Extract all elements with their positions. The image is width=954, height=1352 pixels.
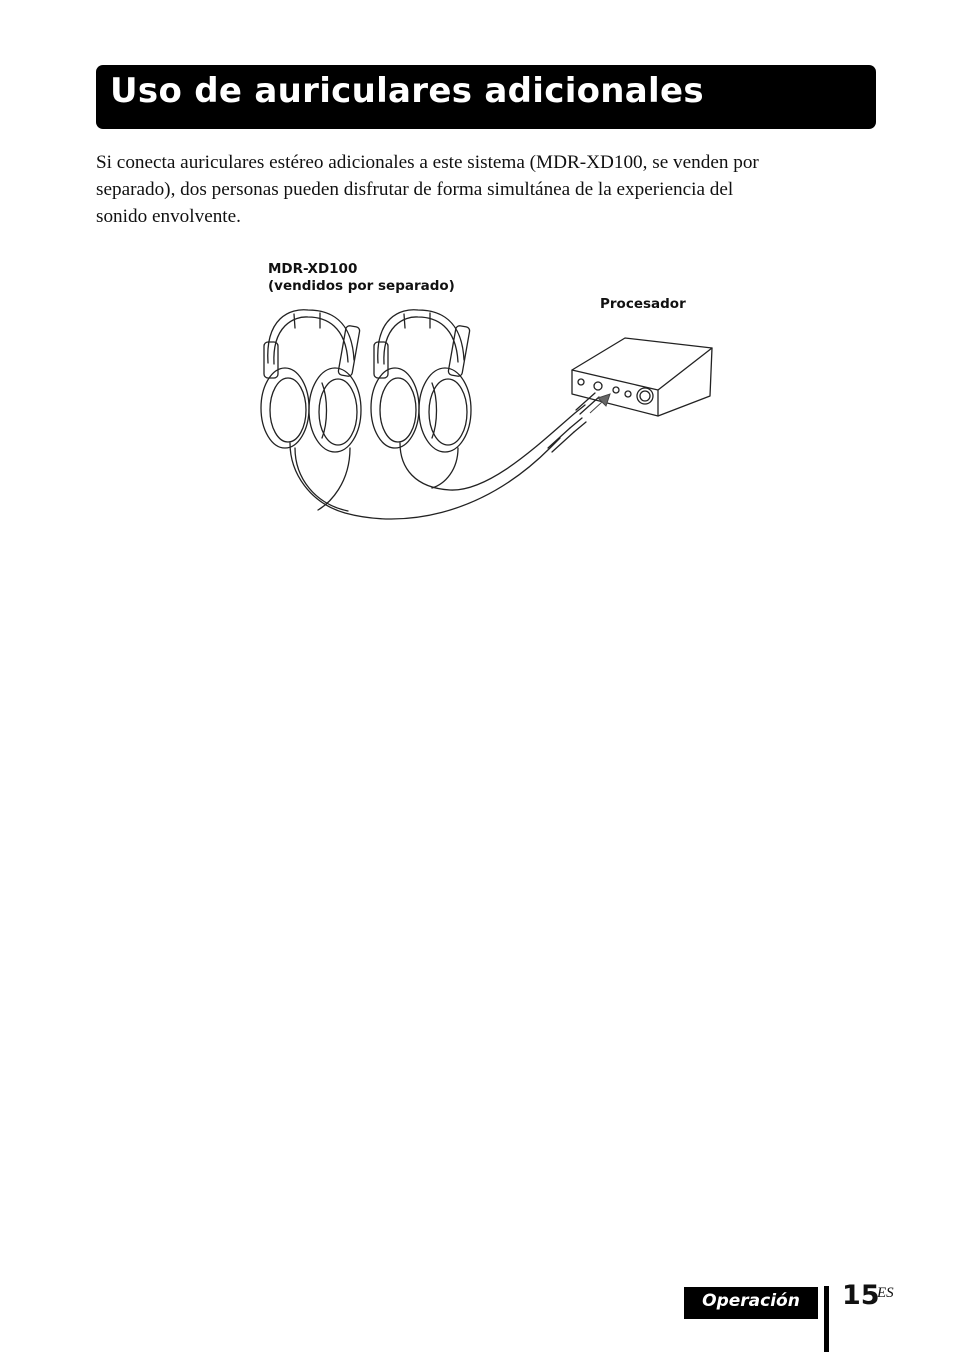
plug-1-icon (548, 418, 586, 452)
page-number: 15 (842, 1280, 880, 1311)
section-name: Operación (702, 1291, 800, 1311)
intro-paragraph (96, 149, 876, 230)
processor-icon (572, 338, 712, 416)
intro-line-2: separado), dos personas pueden disfrutar de forma simultánea de la experiencia del (96, 179, 734, 200)
insert-arrow-icon (590, 394, 610, 413)
headphones-label (268, 261, 455, 295)
cable-1 (290, 438, 560, 519)
section-tab (684, 1287, 818, 1319)
intro-line-3: sonido envolvente. (96, 206, 241, 227)
intro-line-1: Si conecta auriculares estéreo adicionales a este sistema (MDR-XD100, se venden por (96, 152, 759, 173)
page-title: Uso de auriculares adicionales (110, 71, 704, 111)
heading-bar (96, 65, 876, 129)
headphones-model-label: MDR-XD100 (268, 261, 358, 277)
processor-label: Procesador (600, 296, 686, 312)
headphones-1-icon (261, 310, 361, 452)
headphones-2-icon (371, 310, 471, 452)
headphones-sold-separately-label: (vendidos por separado) (268, 278, 455, 294)
connection-illustration (250, 298, 720, 534)
page-language-suffix: ES (877, 1285, 894, 1301)
page-divider (824, 1286, 829, 1352)
